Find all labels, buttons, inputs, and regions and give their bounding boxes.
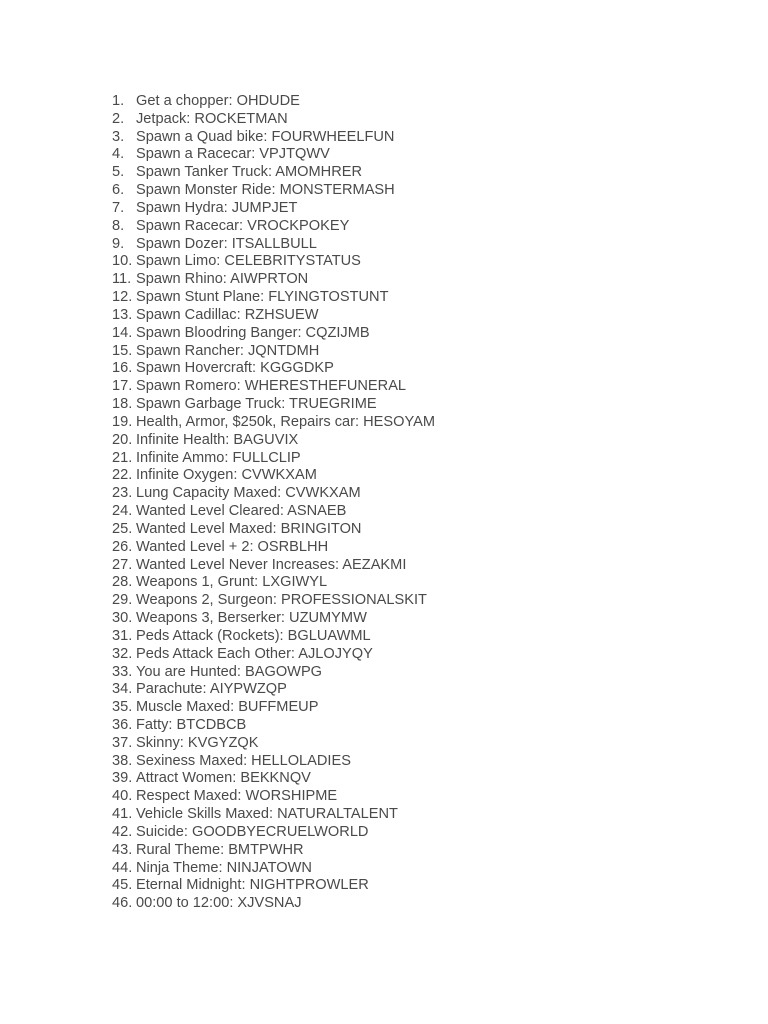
- list-item-number: 36.: [112, 716, 133, 733]
- list-item-text: Wanted Level Cleared: ASNAEB: [136, 503, 347, 520]
- list-item-number: 1.: [112, 93, 125, 109]
- list-item-number: 8.: [112, 217, 125, 234]
- list-item-text: Parachute: AIYPWZQP: [136, 681, 287, 698]
- list-item-number: 29.: [112, 592, 133, 609]
- list-item-text: Infinite Ammo: FULLCLIP: [136, 449, 301, 466]
- list-item-text: Health, Armor, $250k, Repairs car: HESOYAM: [136, 413, 436, 430]
- list-item: [112, 93, 435, 111]
- list-item-text: Spawn Hydra: JUMPJET: [136, 199, 298, 216]
- list-item-text: 00:00 to 12:00: XJVSNAJ: [136, 895, 302, 912]
- list-item-number: 28.: [112, 574, 133, 591]
- list-item-text: Wanted Level Maxed: BRINGITON: [136, 520, 362, 537]
- cheat-code-list: [112, 93, 435, 913]
- list-item: [112, 467, 435, 485]
- list-item-text: Spawn Bloodring Banger: CQZIJMB: [136, 324, 370, 341]
- list-item: [112, 842, 435, 860]
- list-item-text: Suicide: GOODBYECRUELWORLD: [136, 823, 369, 840]
- list-item: [112, 681, 435, 699]
- list-item-text: Spawn Limo: CELEBRITYSTATUS: [136, 253, 361, 270]
- list-item-number: 5.: [112, 164, 125, 181]
- list-item-text: Spawn a Racecar: VPJTQWV: [136, 146, 330, 163]
- list-item: [112, 503, 435, 521]
- list-item-text: Infinite Health: BAGUVIX: [136, 431, 299, 448]
- list-item: [112, 432, 435, 450]
- list-item: [112, 646, 435, 664]
- list-item: [112, 289, 435, 307]
- list-item: [112, 450, 435, 468]
- list-item-number: 9.: [112, 235, 125, 252]
- list-item: [112, 806, 435, 824]
- list-item: [112, 146, 435, 164]
- list-item: [112, 200, 435, 218]
- list-item: [112, 218, 435, 236]
- list-item-number: 14.: [112, 324, 133, 341]
- list-item-number: 24.: [112, 503, 133, 520]
- list-item: [112, 236, 435, 254]
- list-item: [112, 574, 435, 592]
- list-item-text: Peds Attack Each Other: AJLOJYQY: [136, 645, 373, 662]
- list-item-text: Sexiness Maxed: HELLOLADIES: [136, 752, 351, 769]
- list-item-text: Spawn Rhino: AIWPRTON: [136, 271, 309, 288]
- list-item-number: 41.: [112, 806, 133, 823]
- list-item-text: Spawn Garbage Truck: TRUEGRIME: [136, 396, 377, 413]
- list-item-number: 45.: [112, 877, 133, 894]
- list-item-number: 2.: [112, 110, 125, 127]
- list-item-text: Spawn Cadillac: RZHSUEW: [136, 306, 319, 323]
- list-item: [112, 164, 435, 182]
- list-item-text: Muscle Maxed: BUFFMEUP: [136, 699, 319, 716]
- list-item: [112, 592, 435, 610]
- list-item-number: 35.: [112, 699, 133, 716]
- list-item: [112, 628, 435, 646]
- list-item: [112, 788, 435, 806]
- list-item-text: Wanted Level Never Increases: AEZAKMI: [136, 556, 407, 573]
- list-item: [112, 378, 435, 396]
- list-item-number: 18.: [112, 396, 133, 413]
- list-item-text: Rural Theme: BMTPWHR: [136, 841, 304, 858]
- list-item: [112, 699, 435, 717]
- list-item-text: Spawn Dozer: ITSALLBULL: [136, 235, 317, 252]
- list-item: [112, 717, 435, 735]
- list-item-number: 34.: [112, 681, 133, 698]
- list-item: [112, 521, 435, 539]
- list-item-text: Wanted Level + 2: OSRBLHH: [136, 538, 329, 555]
- list-item-number: 46.: [112, 895, 133, 912]
- list-item-number: 33.: [112, 663, 133, 680]
- list-item: [112, 485, 435, 503]
- list-item-text: Spawn Tanker Truck: AMOMHRER: [136, 164, 363, 181]
- list-item: [112, 325, 435, 343]
- list-item-text: You are Hunted: BAGOWPG: [136, 663, 323, 680]
- list-item-number: 25.: [112, 520, 133, 537]
- list-item: [112, 735, 435, 753]
- list-item-number: 37.: [112, 734, 133, 751]
- list-item-text: Skinny: KVGYZQK: [136, 734, 259, 751]
- list-item-text: Spawn Romero: WHERESTHEFUNERAL: [136, 378, 407, 395]
- list-item-number: 39.: [112, 770, 133, 787]
- list-item-number: 6.: [112, 182, 125, 199]
- list-item-number: 12.: [112, 289, 133, 306]
- list-item: [112, 111, 435, 129]
- list-item-text: Lung Capacity Maxed: CVWKXAM: [136, 485, 361, 502]
- list-item: [112, 271, 435, 289]
- list-item: [112, 895, 435, 913]
- list-item: [112, 753, 435, 771]
- list-item: [112, 396, 435, 414]
- list-item: [112, 664, 435, 682]
- list-item-text: Spawn Rancher: JQNTDMH: [136, 342, 320, 359]
- list-item: [112, 360, 435, 378]
- list-item: [112, 129, 435, 147]
- list-item-number: 44.: [112, 859, 133, 876]
- list-item-number: 26.: [112, 538, 133, 555]
- list-item-text: Fatty: BTCDBCB: [136, 716, 247, 733]
- list-item-number: 19.: [112, 413, 133, 430]
- list-item: [112, 610, 435, 628]
- list-item-text: Peds Attack (Rockets): BGLUAWML: [136, 627, 371, 644]
- list-item-number: 27.: [112, 556, 133, 573]
- list-item-number: 13.: [112, 306, 133, 323]
- list-item-text: Spawn Hovercraft: KGGGDKP: [136, 360, 334, 377]
- list-item-number: 42.: [112, 823, 133, 840]
- list-item-text: Infinite Oxygen: CVWKXAM: [136, 467, 317, 484]
- list-item-number: 40.: [112, 788, 133, 805]
- list-item: [112, 877, 435, 895]
- list-item: [112, 824, 435, 842]
- list-item-number: 30.: [112, 610, 133, 627]
- list-item-text: Respect Maxed: WORSHIPME: [136, 788, 338, 805]
- list-item-text: Spawn a Quad bike: FOURWHEELFUN: [136, 128, 395, 145]
- list-item-number: 22.: [112, 467, 133, 484]
- list-item-number: 43.: [112, 841, 133, 858]
- list-item-text: Get a chopper: OHDUDE: [136, 93, 300, 109]
- list-item-number: 32.: [112, 645, 133, 662]
- list-item-text: Ninja Theme: NINJATOWN: [136, 859, 312, 876]
- list-item-text: Spawn Racecar: VROCKPOKEY: [136, 217, 350, 234]
- list-item-text: Weapons 1, Grunt: LXGIWYL: [136, 574, 328, 591]
- list-item-number: 10.: [112, 253, 133, 270]
- list-item-text: Spawn Monster Ride: MONSTERMASH: [136, 182, 395, 199]
- list-item-number: 21.: [112, 449, 133, 466]
- list-item-text: Jetpack: ROCKETMAN: [136, 110, 288, 127]
- list-item-number: 4.: [112, 146, 125, 163]
- list-item-text: Vehicle Skills Maxed: NATURALTALENT: [136, 806, 398, 823]
- list-item-number: 16.: [112, 360, 133, 377]
- list-item: [112, 860, 435, 878]
- list-item-number: 15.: [112, 342, 133, 359]
- list-item-text: Weapons 2, Surgeon: PROFESSIONALSKIT: [136, 592, 427, 609]
- list-item: [112, 307, 435, 325]
- list-item: [112, 770, 435, 788]
- list-item: [112, 253, 435, 271]
- list-item: [112, 557, 435, 575]
- list-item-text: Eternal Midnight: NIGHTPROWLER: [136, 877, 369, 894]
- list-item-text: Spawn Stunt Plane: FLYINGTOSTUNT: [136, 289, 389, 306]
- list-item: [112, 343, 435, 361]
- list-item-number: 11.: [112, 271, 132, 288]
- list-item: [112, 182, 435, 200]
- list-item-number: 38.: [112, 752, 133, 769]
- list-item-text: Weapons 3, Berserker: UZUMYMW: [136, 610, 367, 627]
- list-item-number: 7.: [112, 199, 125, 216]
- list-item-number: 17.: [112, 378, 133, 395]
- list-item-number: 3.: [112, 128, 125, 145]
- list-item-number: 20.: [112, 431, 133, 448]
- list-item-number: 23.: [112, 485, 133, 502]
- list-item: [112, 414, 435, 432]
- list-item-number: 31.: [112, 627, 133, 644]
- list-item-text: Attract Women: BEKKNQV: [136, 770, 311, 787]
- list-item: [112, 539, 435, 557]
